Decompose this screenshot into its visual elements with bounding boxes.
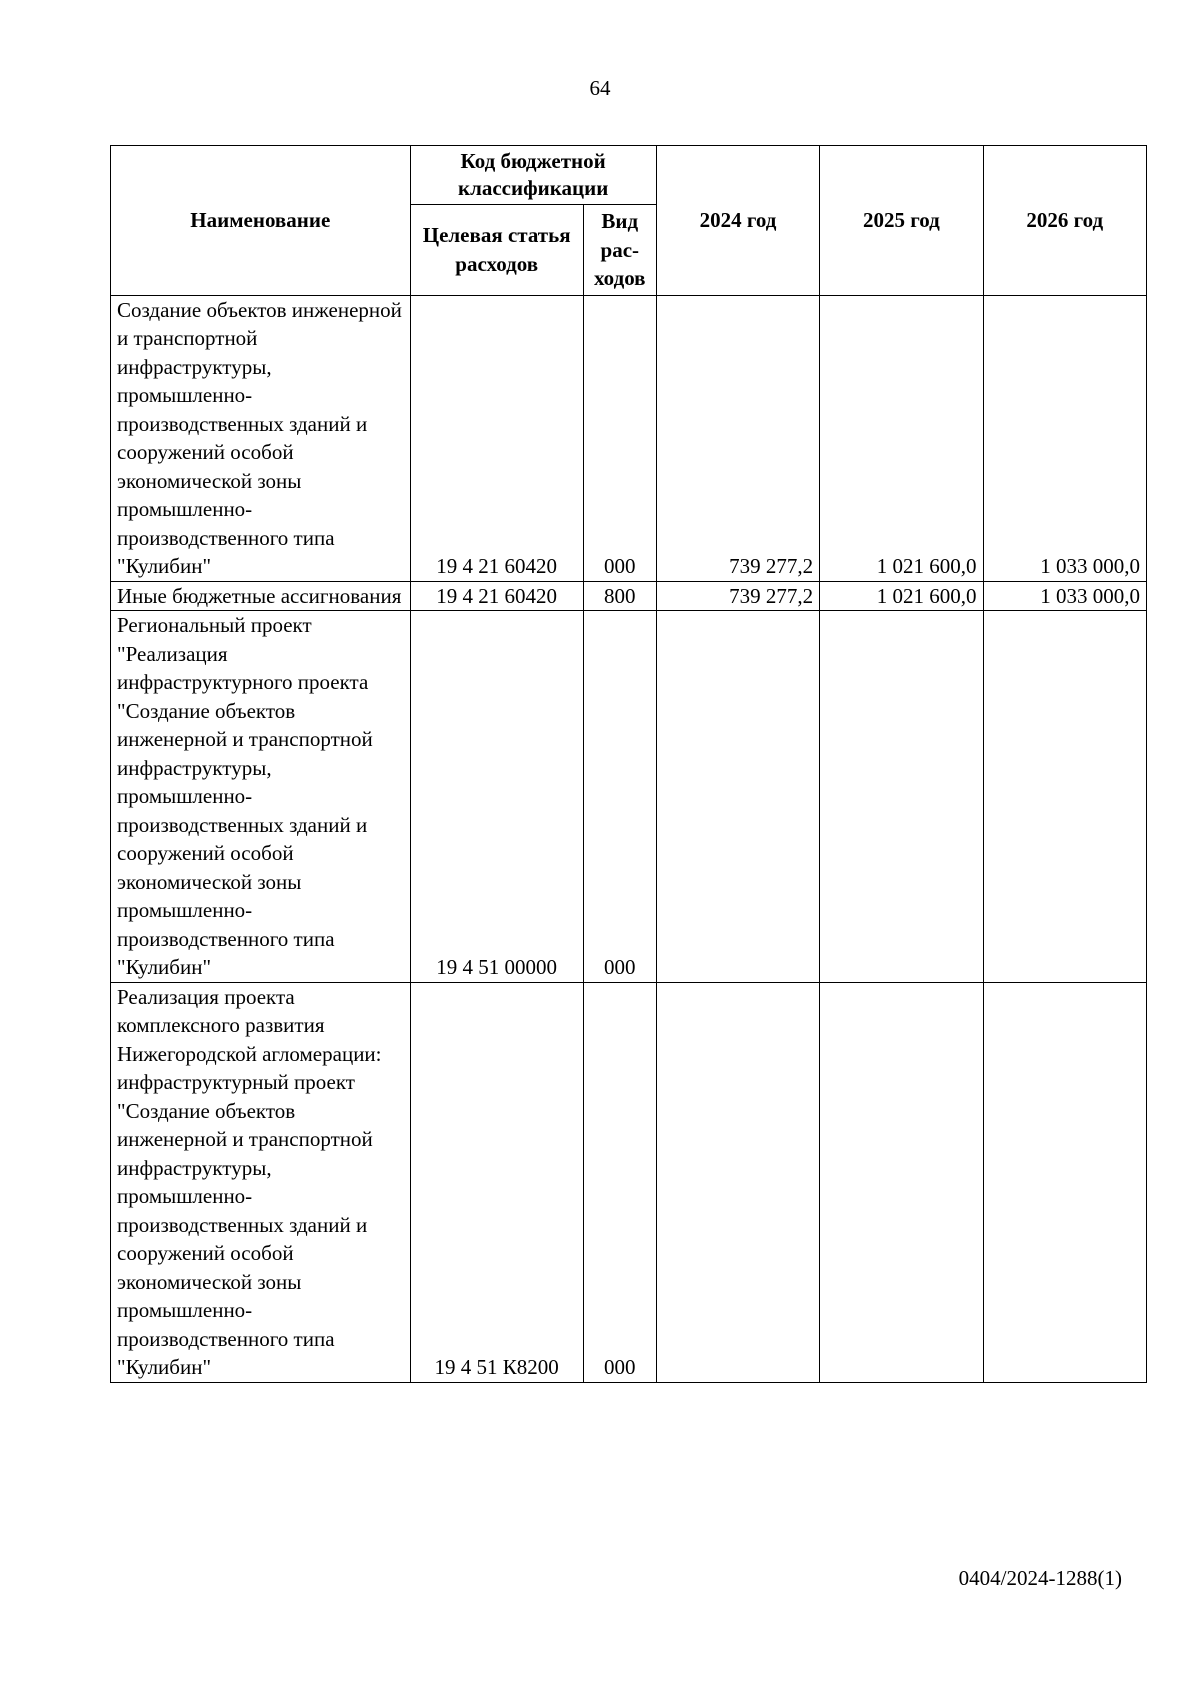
header-vid: Вид рас-ходов [583, 205, 656, 296]
header-2025: 2025 год [820, 146, 983, 296]
table-row [111, 295, 1147, 581]
row-name: Региональный проект "Реализация инфраструктурного проекта "Создание объектов инженерной и транспортной инфраструктуры, промышленно-производственных зданий и сооружений особой экономической зоны промышленно-производственного типа "Кулибин" [111, 611, 411, 983]
row-name: Иные бюджетные ассигнования [111, 581, 411, 611]
header-name: Наименование [111, 146, 411, 296]
document-number: 0404/2024-1288(1) [958, 1566, 1122, 1590]
row-2025: 1 021 600,0 [820, 581, 983, 611]
row-2026: 1 033 000,0 [983, 295, 1146, 581]
table-row [111, 982, 1147, 1382]
header-2026: 2026 год [983, 146, 1146, 296]
row-target: 19 4 51 К8200 [410, 982, 583, 1382]
row-2025: 1 021 600,0 [820, 295, 983, 581]
header-target: Целевая статья расходов [410, 205, 583, 296]
row-2024 [656, 611, 819, 983]
header-2024: 2024 год [656, 146, 819, 296]
row-vid: 000 [583, 611, 656, 983]
table-row [111, 581, 1147, 611]
row-name: Создание объектов инженерной и транспортной инфраструктуры, промышленно-производственных зданий и сооружений особой экономической зоны промышленно-производственного типа "Кулибин" [111, 295, 411, 581]
row-target: 19 4 21 60420 [410, 581, 583, 611]
row-2024: 739 277,2 [656, 295, 819, 581]
page-number: 64 [589, 76, 611, 100]
row-2024 [656, 982, 819, 1382]
budget-table [110, 145, 1147, 1383]
row-target: 19 4 51 00000 [410, 611, 583, 983]
row-vid: 000 [583, 982, 656, 1382]
row-2025 [820, 982, 983, 1382]
header-row-1 [111, 146, 1147, 205]
table-row [111, 611, 1147, 983]
row-vid: 800 [583, 581, 656, 611]
row-2025 [820, 611, 983, 983]
row-2026 [983, 982, 1146, 1382]
row-2024: 739 277,2 [656, 581, 819, 611]
header-code-group: Код бюджетной классификации [410, 146, 656, 205]
row-target: 19 4 21 60420 [410, 295, 583, 581]
row-2026: 1 033 000,0 [983, 581, 1146, 611]
row-2026 [983, 611, 1146, 983]
row-name: Реализация проекта комплексного развития Нижегородской агломерации: инфраструктурный проект "Создание объектов инженерной и транспортной инфраструктуры, промышленно-производственных зданий и сооружений особой экономической зоны промышленно-производственного типа "Кулибин" [111, 982, 411, 1382]
row-vid: 000 [583, 295, 656, 581]
